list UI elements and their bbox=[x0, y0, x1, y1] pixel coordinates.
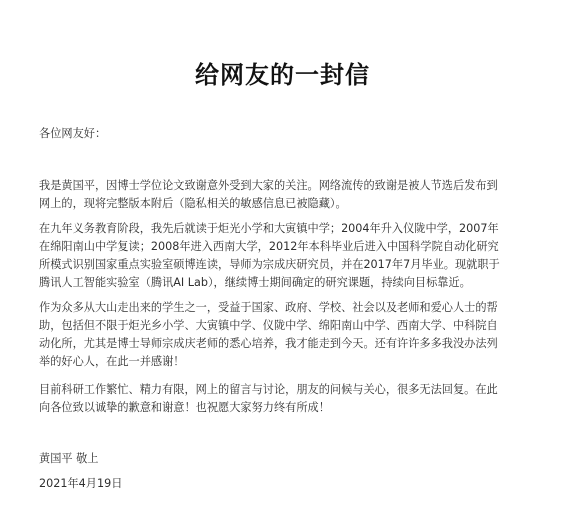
paragraph-2-line-4: 腾讯人工智能实验室（腾讯AI Lab），继续博士期间确定的研究课题，持续向目标靠近。 bbox=[39, 276, 471, 289]
paragraph-1-line-2: 网上的，现将完整版本附后（隐私相关的敏感信息已被隐藏）。 bbox=[39, 197, 347, 210]
signature: 黄国平 敬上 bbox=[39, 452, 99, 465]
paragraph-2-line-3: 所模式识别国家重点实验室硕博连读，导师为宗成庆研究员，并在2017年7月毕业。现就职于 bbox=[39, 258, 500, 271]
paragraph-4-line-2: 向各位致以诚挚的歉意和谢意！也祝愿大家努力终有所成！ bbox=[39, 401, 330, 414]
paragraph-3-line-3: 动化所，尤其是博士导师宗成庆老师的悉心培养，我才能走到今天。还有许许多多我没办法列 bbox=[39, 337, 498, 350]
paragraph-2-line-1: 在九年义务教育阶段，我先后就读于炬光小学和大寅镇中学；2004年升入仪陇中学，2007年 bbox=[39, 222, 499, 235]
paragraph-3-line-1: 作为众多从大山走出来的学生之一，受益于国家、政府、学校、社会以及老师和爱心人士的帮 bbox=[39, 301, 498, 314]
letter-date: 2021年4月19日 bbox=[39, 477, 123, 490]
paragraph-1-line-1: 我是黄国平，因博士学位论文致谢意外受到大家的关注。网络流传的致谢是被人节选后发布到 bbox=[39, 179, 498, 192]
greeting: 各位网友好： bbox=[39, 127, 107, 140]
paragraph-2-line-2: 在绵阳南山中学复读；2008年进入西南大学，2012年本科毕业后进入中国科学院自动化研究 bbox=[39, 240, 499, 253]
paragraph-4-line-1: 目前科研工作繁忙、精力有限，网上的留言与讨论，朋友的问候与关心，很多无法回复。在此 bbox=[39, 383, 498, 396]
paragraph-3-line-4: 举的好心人，在此一并感谢！ bbox=[39, 355, 185, 368]
paragraph-3-line-2: 助，包括但不限于炬光乡小学、大寅镇中学、仪陇中学、绵阳南山中学、西南大学、中科院自 bbox=[39, 319, 498, 332]
letter-title: 给网友的一封信 bbox=[195, 61, 370, 89]
